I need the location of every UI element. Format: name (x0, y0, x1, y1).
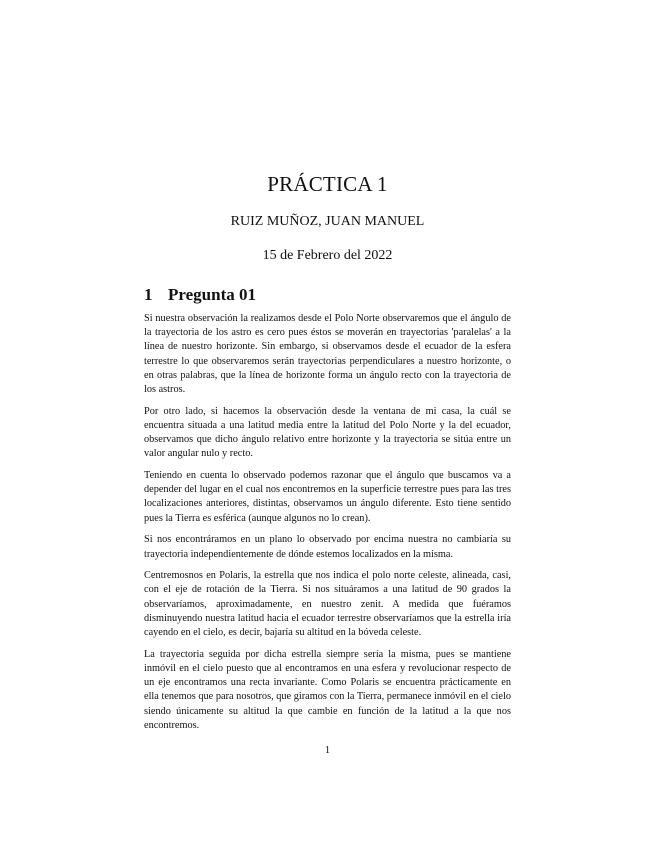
section-number: 1 (144, 285, 153, 304)
section-title: Pregunta 01 (168, 285, 256, 304)
document-title: PRÁCTICA 1 (267, 172, 388, 196)
paragraph: Centremosnos en Polaris, la estrella que nos indica el polo norte celeste, alineada, casi, con el eje de rotación de la Tierra. Si nos situáramos a una latitud de 90 grados la observaríamos, aproximadamente, en nuestro zenit. A medida que fuéramos disminuyendo nuestra latitud hacia el ecuador terrestre observaríamos que la estrella iría cayendo en el cielo, es decir, bajaría su altitud en la bóveda celeste. (144, 570, 511, 639)
section-body (144, 312, 511, 740)
paragraph: Por otro lado, si hacemos la observación desde la ventana de mi casa, la cuál se encuentra situada a una latitud media entre la latitud del Polo Norte y la del ecuador, observamos que dicho ángulo relativo entre horizonte y la trayectoria se sitúa entre un valor angular nulo y recto. (144, 405, 511, 460)
section-heading (144, 285, 256, 305)
document-date: 15 de Febrero del 2022 (262, 248, 393, 263)
paragraph: La trayectoria seguida por dicha estrella siempre sería la misma, pues se mantiene inmóvil en el cielo puesto que al encontramos en una esfera y revolucionar respecto de un eje encontramos una recta invariante. Como Polaris se encuentra prácticamente en ella tenemos que para nosotros, que giramos con la Tierra, permanece inmóvil en el cielo siendo únicamente su altitud la que cambie en función de la latitud a la que nos encontremos. (144, 648, 511, 731)
paragraph: Si nuestra observación la realizamos desde el Polo Norte observaremos que el ángulo de la trayectoria de los astro es cero pues éstos se moverán en trayectorias 'paralelas' a la línea de nuestro horizonte. Sin embargo, si observamos desde el ecuador de la esfera terrestre lo que observaremos serán trayectorias perpendiculares a nuestro horizonte, o en otras palabras, que la línea de horizonte forma un ángulo recto con la trayectoria de los astros. (144, 313, 511, 396)
paragraph: Teniendo en cuenta lo observado podemos razonar que el ángulo que buscamos va a depender del lugar en el cual nos encontremos en la superficie terrestre pues para las tres localizaciones anteriores, distintas, observamos un ángulo diferente. Esto tiene sentido pues la Tierra es esférica (aunque algunos no lo crean). (144, 470, 511, 524)
page-number: 1 (324, 745, 331, 756)
document-author: RUIZ MUÑOZ, JUAN MANUEL (230, 214, 425, 229)
paragraph: Si nos encontráramos en un plano lo observado por encima nuestra no cambiaría su trayectoria independientemente de dónde estemos localizados en la misma. (144, 534, 511, 560)
